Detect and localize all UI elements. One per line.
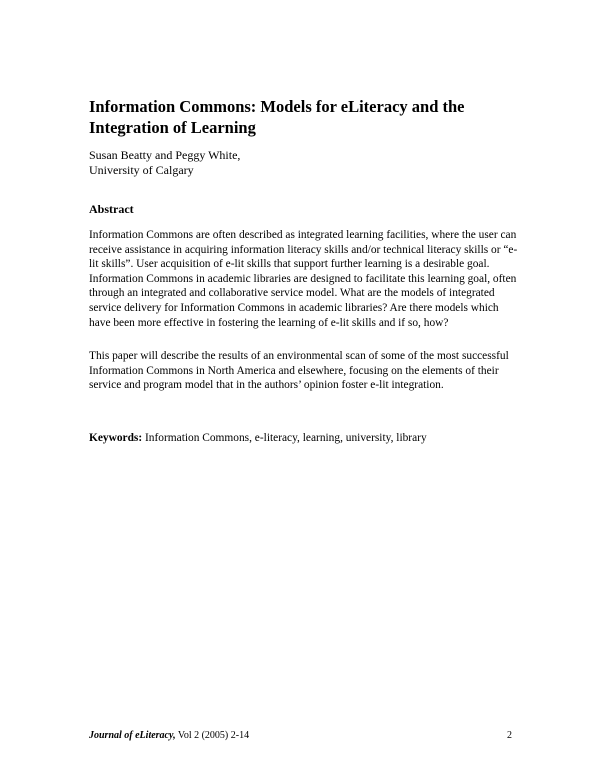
author-names: Susan Beatty and Peggy White, xyxy=(89,148,241,162)
abstract-heading: Abstract xyxy=(89,202,134,216)
keywords-label: Keywords: xyxy=(89,432,143,444)
keywords-text: Information Commons, e-literacy, learning, university, library xyxy=(145,432,427,444)
page-number: 2 xyxy=(507,730,512,741)
keywords-line xyxy=(89,431,519,446)
author-block xyxy=(89,148,509,177)
footer-citation xyxy=(89,730,249,742)
paper-title: Information Commons: Models for eLiteracy and the Integration of Learning xyxy=(89,97,465,137)
abstract-paragraph-1: Information Commons are often described as integrated learning facilities, where the user can receive assistance in acquiring information literacy skills and/or technical literacy skills or “e-lit skills”. User acquisition of e-lit skills that support further learning is a desirable goal. Information Commons in academic libraries are designed to facilitate this learning goal, often through an integrated and collaborative service model. What are the models of integrated service delivery for Information Commons in academic libraries? Are there models which have been more effective in fostering the learning of e-lit skills and if so, how? xyxy=(89,229,518,329)
author-affiliation: University of Calgary xyxy=(89,162,194,177)
abstract-paragraph-2: This paper will describe the results of an environmental scan of some of the most successful Information Commons in North America and elsewhere, focusing on the elements of their service and program model that in the authors’ opinion foster e-lit integration. xyxy=(89,350,509,392)
footer-journal-name: Journal of eLiteracy, xyxy=(89,730,176,741)
footer-volume: Vol 2 (2005) 2-14 xyxy=(177,730,250,741)
